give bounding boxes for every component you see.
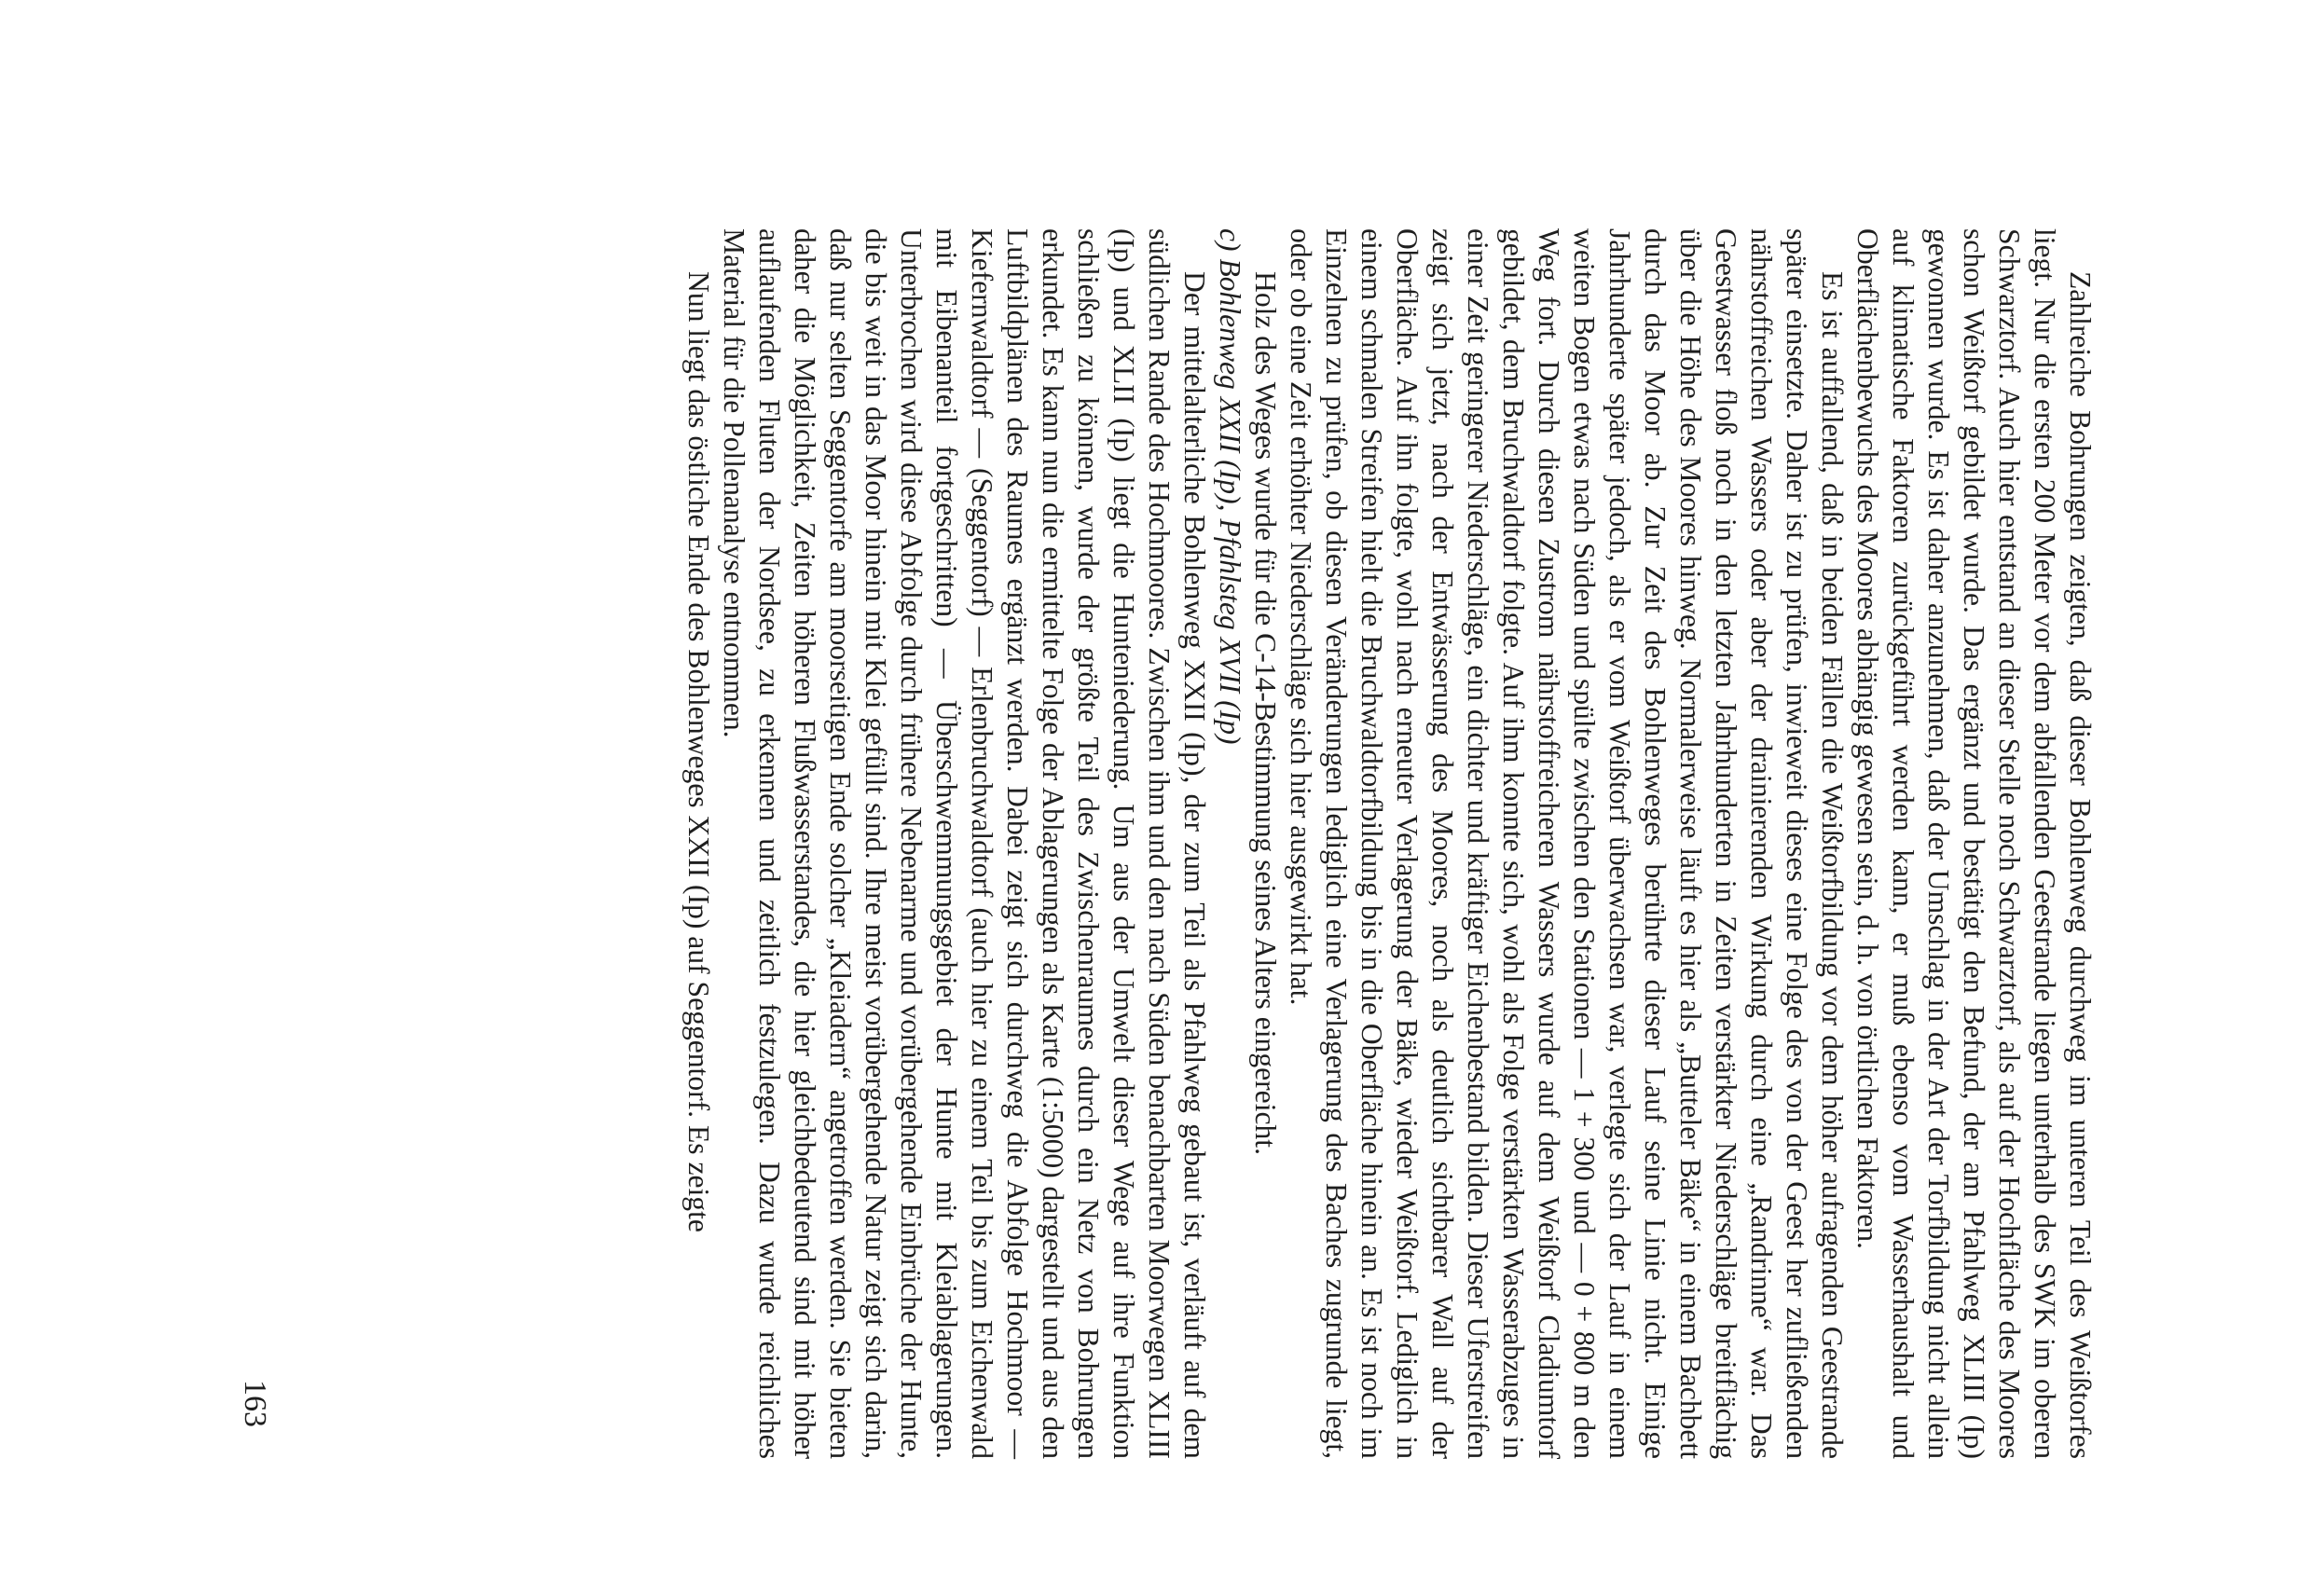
section-paragraph-1: Der mittelalterliche Bohlenweg XXII (Ip), der zum Teil als Pfahlweg gebaut ist, verläuft auf dem südlichen Rande des Hochmoores. Zwischen ihm und den nach Süden benachbarten Moorwegen XLIII (Ip) und XLII (Ip) liegt die Hunteniederung. Um aus der Umwelt dieser Wege auf ihre Funktion schließen zu können, wurde der größte Teil des Zwischenraumes durch ein Netz von Bohrungen erkundet. Es kann nun die ermittelte Folge der Ablagerungen als Karte (1:5000) dargestellt und aus den Luftbildplänen des Raumes ergänzt werden. Dabei zeigt sich durchweg die Abfolge Hochmoor — Kiefernwaldtorf — (Seggentorf) — Erlenbruchwaldtorf (auch hier zu einem Teil bis zum Eichenwald mit Eibenanteil fortgeschritten) — Überschwemmungsgebiet der Hunte mit Kleiablagerungen. Unterbrochen wird diese Abfolge durch frühere Nebenarme und vorübergehende Einbrüche der Hunte, die bis weit in das Moor hinein mit Klei gefüllt sind. Ihre meist vorübergehende Natur zeigt sich darin, daß nur selten Seggentorfe am moorseitigen Ende solcher „Kleiadern“ angetroffen werden. Sie bieten daher die Möglichkeit, Zeiten höheren Flußwasserstandes, die hier gleichbedeutend sind mit höher auflaufenden Fluten der Nordsee, zu erkennen und zeitlich festzulegen. Dazu wurde reichliches Material für die Pollenanalyse entnommen. [718,228,1211,1459]
page-number: 163 [238,1380,272,1427]
body-text [681,228,2098,1459]
paragraph-1: Zahlreiche Bohrungen zeigten, daß dieser Bohlenweg durchweg im unteren Teil des Weißtorfes liegt. Nur die ersten 200 Meter vor dem abfallenden Geestrande liegen unterhalb des SWK im oberen Schwarztorf. Auch hier entstand an dieser Stelle noch Schwarztorf, als auf der Hochfläche des Moores schon Weißtorf gebildet wurde. Das ergänzt und bestätigt den Befund, der am Pfahlweg XLIII (Ip) gewonnen wurde. Es ist daher anzunehmen, daß der Umschlag in der Art der Torfbildung nicht allein auf klimatische Faktoren zurückgeführt werden kann, er muß ebenso vom Wasserhaushalt und Oberflächenbewuchs des Moores abhängig gewesen sein, d. h. von örtlichen Faktoren. [1851,228,2097,1459]
section-heading: c) Bohlenweg XXII (Ip), Pfahlsteg XVII (Ip) [1214,228,1246,745]
paragraph-3: Holz des Weges wurde für die C-14-Bestimmung seines Alters eingereicht. [1249,271,1282,1155]
paragraph-2: Es ist auffallend, daß in beiden Fällen die Weißtorfbildung vor dem höher aufragenden Geestrande später einsetzte. Daher ist zu prüfen, inwieweit dieses eine Folge des von der Geest her zufließenden nährstoffreichen Wassers oder aber der drainierenden Wirkung durch eine „Randrinne“ war. Das Geestwasser floß noch in den letzten Jahrhunderten in Zeiten verstärkter Niederschläge breitflächig über die Höhe des Moores hinweg. Normalerweise läuft es hier als „Butteler Bäke“ in einem Bachbett durch das Moor ab. Zur Zeit des Bohlenweges berührte dieser Lauf seine Linie nicht. Einige Jahrhunderte später jedoch, als er vom Weißtorf überwachsen war, verlegte sich der Lauf in einem weiten Bogen etwas nach Süden und spülte zwischen den Stationen — 1 + 300 und — 0 + 800 m den Weg fort. Durch diesen Zustrom nährstoffreicheren Wassers wurde auf dem Weißtorf Cladiumtorf gebildet, dem Bruchwaldtorf folgte. Auf ihm konnte sich, wohl als Folge verstärkten Wasserabzuges in einer Zeit geringerer Niederschläge, ein dichter und kräftiger Eichenbestand bilden. Dieser Uferstreifen zeigt sich jetzt, nach der Entwässerung des Moores, noch als deutlich sichtbarer Wall auf der Oberfläche. Auf ihn folgte, wohl nach erneuter Verlagerung der Bäke, wieder Weißtorf. Lediglich in einem schmalen Streifen hielt die Bruchwaldtorfbildung bis in die Oberfläche hinein an. Es ist noch im Einzelnen zu prüfen, ob diesen Veränderungen lediglich eine Verlagerung des Baches zugrunde liegt, oder ob eine Zeit erhöhter Niederschläge sich hier ausgewirkt hat. [1285,228,1849,1459]
section-paragraph-2: Nun liegt das östliche Ende des Bohlenweges XXII (Ip) auf Seggentorf. Es zeigte [682,271,715,1232]
